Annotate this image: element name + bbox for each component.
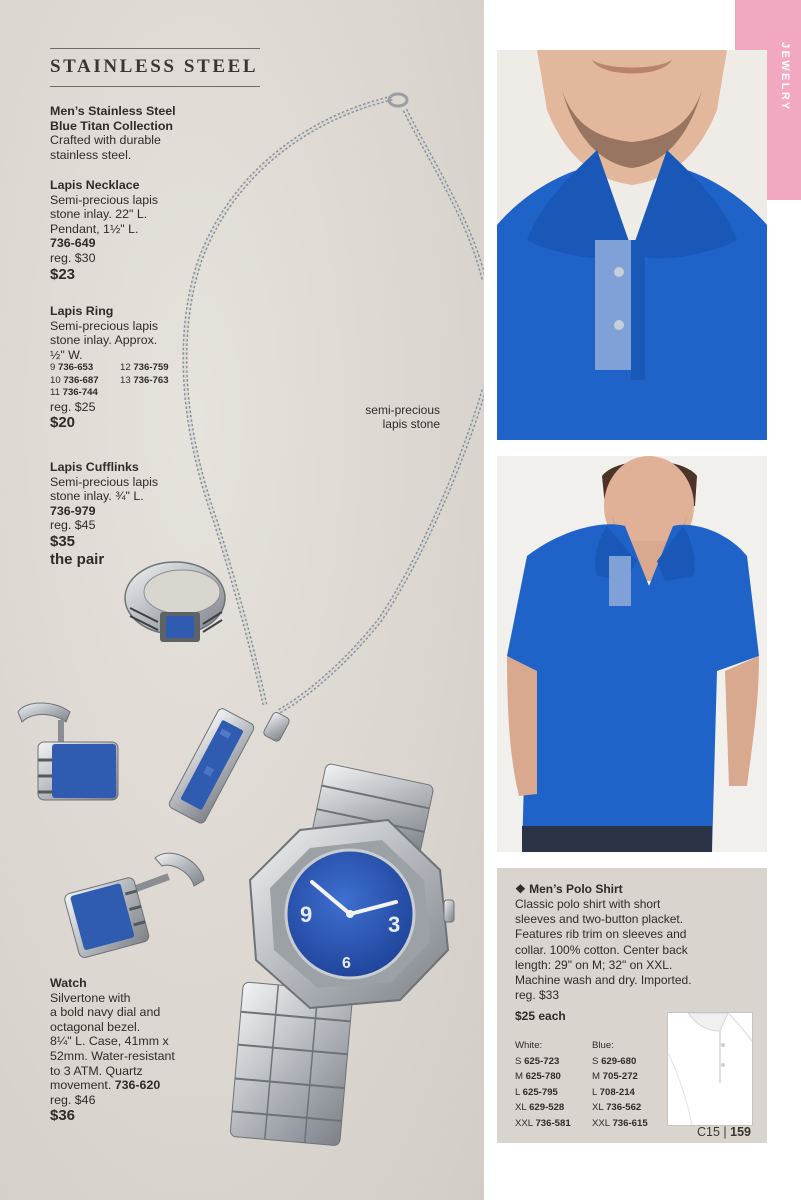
ring-desc-2: stone inlay. Approx. — [50, 333, 158, 348]
necklace-desc-3: Pendant, 1½" L. — [50, 221, 139, 236]
ring-price: $20 — [50, 414, 76, 432]
necklace-desc-1: Semi-precious lapis — [50, 192, 159, 207]
ring-size: 10 — [50, 374, 61, 386]
cufflinks-title: Lapis Cufflinks — [50, 460, 139, 474]
white-polo-swatch — [667, 1012, 753, 1126]
cufflinks-block — [50, 460, 158, 569]
ring-size: 12 — [120, 362, 131, 374]
ring-reg-price: reg. $25 — [50, 399, 96, 414]
polo-model-photo — [497, 456, 767, 852]
folio-section: C15 — [696, 1125, 720, 1139]
polo-price: $25 each — [515, 1009, 566, 1023]
watch-item-number: 736-620 — [114, 1078, 161, 1093]
polo-model-illustration — [497, 456, 767, 852]
polo-product-box — [497, 868, 767, 1143]
polo-closeup-illustration — [497, 50, 767, 440]
polo-blue-sizes — [592, 1038, 648, 1131]
ring-item-number: 736-687 — [63, 374, 99, 386]
lapis-caption-line-1: semi-precious — [365, 403, 440, 417]
ring-size: 9 — [50, 362, 56, 374]
blue-item: 629-680 — [601, 1055, 637, 1067]
necklace-reg-price: reg. $30 — [50, 250, 96, 265]
blue-size: XL — [592, 1102, 604, 1113]
ring-desc-1: Semi-precious lapis — [50, 318, 159, 333]
white-item: 625-795 — [522, 1086, 558, 1098]
polo-desc-line: Classic polo shirt with short — [515, 897, 661, 911]
polo-desc-line: length: 29" on M; 32" on XXL. — [515, 957, 673, 972]
white-item: 625-723 — [524, 1055, 560, 1067]
lapis-cufflink-2 — [63, 853, 204, 959]
watch-image — [230, 763, 454, 1146]
ring-item-number: 736-744 — [62, 387, 98, 399]
section-title: STAINLESS STEEL — [50, 56, 259, 77]
watch-desc-line: Silvertone with — [50, 990, 131, 1005]
folio-separator: | — [723, 1125, 727, 1139]
collection-title-1: Men’s Stainless Steel — [50, 104, 176, 118]
lapis-pendant — [168, 688, 291, 838]
blue-item: 708-214 — [599, 1086, 635, 1098]
polo-desc-line: Features rib trim on sleeves and — [515, 927, 687, 942]
collection-desc-2: stainless steel. — [50, 147, 132, 162]
cufflinks-item-number: 736-979 — [50, 503, 96, 518]
page-folio — [697, 1125, 751, 1139]
watch-desc-line: a bold navy dial and — [50, 1005, 161, 1020]
ring-item-number: 736-763 — [133, 374, 169, 386]
white-item: 625-780 — [525, 1071, 561, 1082]
watch-desc-line: to 3 ATM. Quartz — [50, 1063, 143, 1078]
svg-text:9: 9 — [300, 902, 313, 927]
cufflinks-desc-1: Semi-precious lapis — [50, 474, 159, 489]
ring-size: 11 — [50, 387, 60, 399]
page-number: 159 — [730, 1125, 751, 1139]
cufflinks-desc-2: stone inlay. ¾" L. — [50, 489, 144, 504]
ring-block — [50, 304, 190, 432]
cufflinks-price: $35 — [50, 532, 76, 550]
ring-size: 13 — [120, 374, 131, 386]
blue-item: 705-272 — [602, 1071, 638, 1082]
watch-block — [50, 976, 175, 1125]
collection-block — [50, 104, 176, 162]
watch-reg-price: reg. $46 — [50, 1092, 96, 1107]
lapis-stone-caption — [320, 403, 440, 431]
lapis-ring — [125, 562, 225, 642]
blue-item: 736-562 — [606, 1102, 642, 1113]
polo-white-sizes — [515, 1038, 571, 1131]
svg-text:6: 6 — [342, 955, 351, 972]
white-size: XL — [515, 1102, 527, 1113]
polo-desc-line: collar. 100% cotton. Center back — [515, 942, 688, 957]
ring-desc-3: ½" W. — [50, 347, 83, 362]
white-size: M — [515, 1071, 523, 1082]
white-label: White: — [515, 1040, 543, 1051]
blue-size: L — [592, 1086, 597, 1098]
watch-price: $36 — [50, 1107, 76, 1125]
watch-desc-last: movement. — [50, 1078, 112, 1093]
cufflinks-reg-price: reg. $45 — [50, 518, 96, 533]
white-size: XXL — [515, 1117, 533, 1129]
necklace-desc-2: stone inlay. 22" L. — [50, 207, 148, 222]
ring-item-number: 736-759 — [133, 362, 169, 374]
cufflinks-price-note: the pair — [50, 550, 105, 568]
title-rule-bottom — [50, 86, 260, 87]
watch-desc-line: octagonal bezel. — [50, 1019, 141, 1034]
lapis-cufflink-1 — [18, 703, 118, 800]
necklace-title: Lapis Necklace — [50, 178, 140, 192]
polo-title: ❖ Men’s Polo Shirt — [515, 882, 623, 896]
polo-desc — [515, 897, 692, 1003]
white-size: S — [515, 1055, 522, 1067]
ring-size-table — [50, 362, 190, 400]
ring-title: Lapis Ring — [50, 304, 114, 318]
watch-desc-line: 8¼" L. Case, 41mm x — [50, 1034, 169, 1049]
jewelry-tab-label: JEWELRY — [779, 42, 791, 112]
necklace-item-number: 736-649 — [50, 236, 96, 251]
blue-label: Blue: — [592, 1040, 614, 1051]
white-size: L — [515, 1086, 520, 1098]
svg-text:3: 3 — [388, 912, 401, 937]
blue-size: XXL — [592, 1117, 610, 1129]
collection-desc-1: Crafted with durable — [50, 133, 161, 148]
polo-desc-line: sleeves and two-button placket. — [515, 912, 684, 927]
polo-closeup-photo — [497, 50, 767, 440]
watch-desc-line: 52mm. Water-resistant — [50, 1048, 175, 1063]
ring-item-number: 736-653 — [58, 362, 94, 374]
lapis-caption-line-2: lapis stone — [382, 417, 440, 431]
polo-reg-price: reg. $33 — [515, 988, 560, 1003]
white-polo-illustration — [668, 1013, 752, 1125]
watch-title: Watch — [50, 976, 87, 990]
white-item: 736-581 — [535, 1117, 571, 1129]
necklace-price: $23 — [50, 265, 76, 283]
polo-desc-line: Machine wash and dry. Imported. — [515, 973, 692, 988]
blue-item: 736-615 — [612, 1117, 648, 1129]
collection-title-2: Blue Titan Collection — [50, 118, 173, 133]
necklace-block — [50, 178, 158, 284]
blue-size: M — [592, 1071, 600, 1082]
title-rule-top — [50, 48, 260, 49]
blue-size: S — [592, 1055, 599, 1067]
white-item: 629-528 — [529, 1102, 565, 1113]
